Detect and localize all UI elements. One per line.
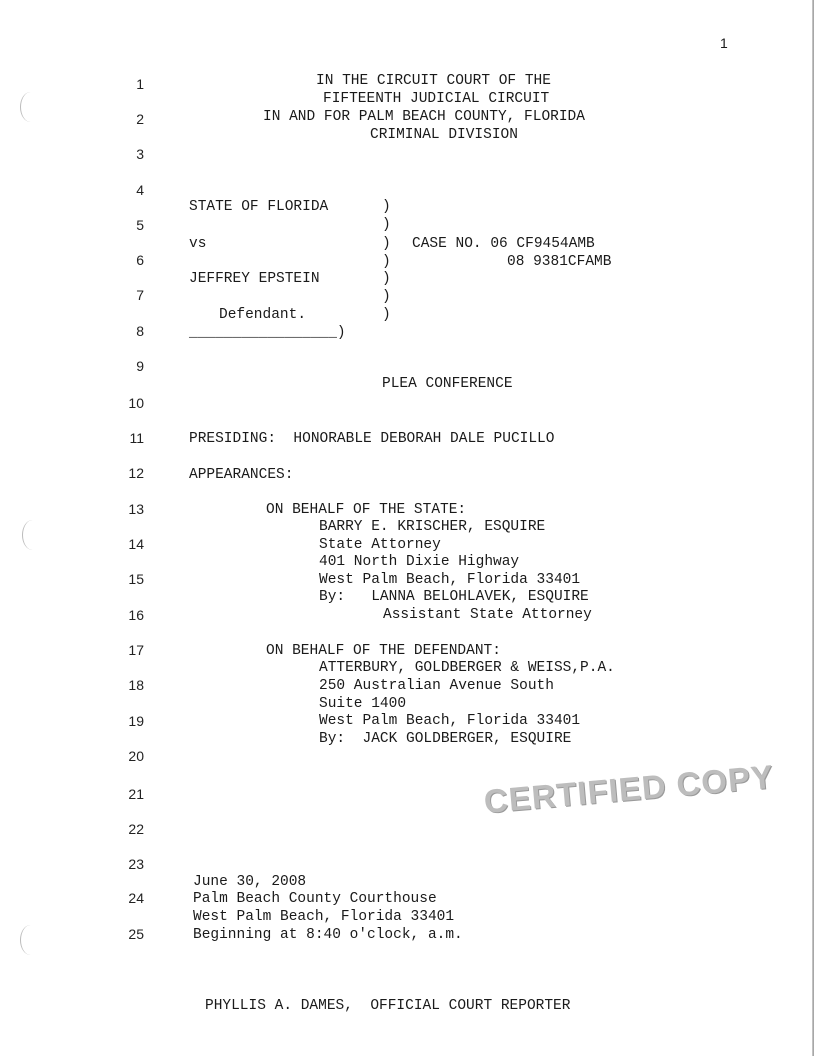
defense-line: By: JACK GOLDBERGER, ESQUIRE bbox=[319, 731, 572, 747]
state-heading: ON BEHALF OF THE STATE: bbox=[266, 502, 467, 518]
caption-paren: ) bbox=[382, 271, 391, 287]
caption-paren: ) bbox=[382, 217, 391, 233]
hearing-place: Palm Beach County Courthouse bbox=[193, 891, 437, 907]
line-number: 5 bbox=[136, 217, 144, 233]
defense-line: Suite 1400 bbox=[319, 696, 407, 712]
court-heading: FIFTEENTH JUDICIAL CIRCUIT bbox=[323, 91, 550, 107]
court-reporter-footer: PHYLLIS A. DAMES, OFFICIAL COURT REPORTER bbox=[205, 998, 571, 1014]
defense-line: West Palm Beach, Florida 33401 bbox=[319, 713, 581, 729]
line-number: 1 bbox=[136, 76, 144, 92]
hearing-date: June 30, 2008 bbox=[193, 874, 307, 890]
line-number: 2 bbox=[136, 111, 144, 127]
line-number: 23 bbox=[128, 856, 144, 872]
court-heading: CRIMINAL DIVISION bbox=[370, 127, 518, 143]
caption-paren: ) bbox=[382, 254, 391, 270]
line-number: 9 bbox=[136, 358, 144, 374]
page-edge bbox=[812, 0, 814, 1056]
caption-paren: ) bbox=[382, 236, 391, 252]
line-number: 21 bbox=[128, 786, 144, 802]
defendant-role: Defendant. bbox=[219, 307, 307, 323]
presiding-line: PRESIDING: HONORABLE DEBORAH DALE PUCILLO bbox=[189, 431, 555, 447]
line-number: 20 bbox=[128, 748, 144, 764]
court-heading: IN THE CIRCUIT COURT OF THE bbox=[316, 73, 551, 89]
state-line: BARRY E. KRISCHER, ESQUIRE bbox=[319, 519, 546, 535]
hearing-city: West Palm Beach, Florida 33401 bbox=[193, 909, 455, 925]
line-number: 8 bbox=[136, 323, 144, 339]
state-line: West Palm Beach, Florida 33401 bbox=[319, 572, 581, 588]
state-line: 401 North Dixie Highway bbox=[319, 554, 520, 570]
scan-mark bbox=[20, 925, 41, 955]
line-number: 25 bbox=[128, 926, 144, 942]
hearing-time: Beginning at 8:40 o'clock, a.m. bbox=[193, 927, 463, 943]
line-number: 10 bbox=[128, 395, 144, 411]
line-number: 7 bbox=[136, 287, 144, 303]
state-line: By: LANNA BELOHLAVEK, ESQUIRE bbox=[319, 589, 589, 605]
line-number: 14 bbox=[128, 536, 144, 552]
line-number: 18 bbox=[128, 677, 144, 693]
defense-heading: ON BEHALF OF THE DEFENDANT: bbox=[266, 643, 501, 659]
certified-copy-stamp: CERTIFIED COPY bbox=[482, 757, 776, 820]
appearances-label: APPEARANCES: bbox=[189, 467, 294, 483]
caption-vs: vs bbox=[189, 236, 207, 252]
caption-paren: ) bbox=[382, 199, 391, 215]
state-line: Assistant State Attorney bbox=[383, 607, 592, 623]
line-number: 24 bbox=[128, 890, 144, 906]
line-number: 4 bbox=[136, 182, 144, 198]
state-line: State Attorney bbox=[319, 537, 441, 553]
line-number: 22 bbox=[128, 821, 144, 837]
line-number: 17 bbox=[128, 642, 144, 658]
line-number: 16 bbox=[128, 607, 144, 623]
caption-paren: ) bbox=[382, 289, 391, 305]
document-title: PLEA CONFERENCE bbox=[382, 376, 513, 392]
line-number: 15 bbox=[128, 571, 144, 587]
line-number: 12 bbox=[128, 465, 144, 481]
defense-line: ATTERBURY, GOLDBERGER & WEISS,P.A. bbox=[319, 660, 615, 676]
scan-mark bbox=[22, 520, 43, 550]
line-number: 6 bbox=[136, 252, 144, 268]
defense-line: 250 Australian Avenue South bbox=[319, 678, 554, 694]
scan-mark bbox=[20, 92, 41, 122]
line-number: 19 bbox=[128, 713, 144, 729]
caption-paren: ) bbox=[382, 307, 391, 323]
plaintiff-name: STATE OF FLORIDA bbox=[189, 199, 329, 215]
defendant-name: JEFFREY EPSTEIN bbox=[189, 271, 320, 287]
line-number: 13 bbox=[128, 501, 144, 517]
court-heading: IN AND FOR PALM BEACH COUNTY, FLORIDA bbox=[263, 109, 585, 125]
line-number: 3 bbox=[136, 146, 144, 162]
case-number-second: 08 9381CFAMB bbox=[507, 254, 612, 270]
case-number: CASE NO. 06 CF9454AMB bbox=[412, 236, 595, 252]
line-number: 11 bbox=[129, 430, 144, 446]
page-number: 1 bbox=[720, 35, 728, 51]
caption-underline: _________________) bbox=[189, 325, 346, 341]
